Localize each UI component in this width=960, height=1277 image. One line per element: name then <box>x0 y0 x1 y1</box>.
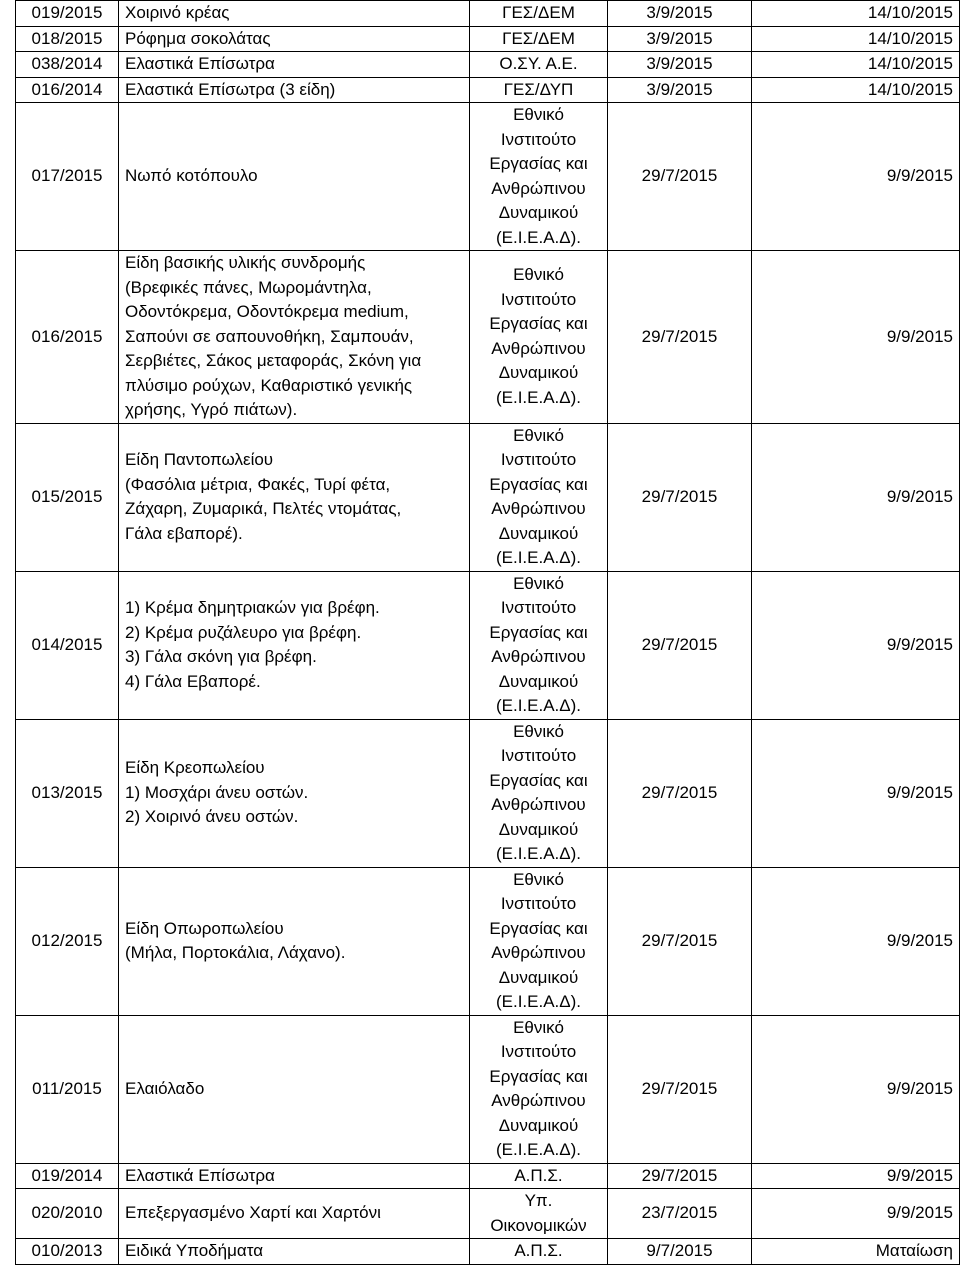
date-cell: 3/9/2015 <box>608 26 752 52</box>
authority-line: (Ε.Ι.Ε.Α.Δ). <box>495 992 582 1011</box>
description-line: Γάλα εβαπορέ). <box>125 523 243 543</box>
table-row <box>16 423 960 571</box>
tender-number-cell: 015/2015 <box>16 423 119 571</box>
authority-cell <box>470 103 608 251</box>
authority-line: Δυναμικού <box>498 967 579 987</box>
tenders-table-body <box>16 1 960 1265</box>
description-cell <box>119 867 470 1015</box>
tender-number-cell: 038/2014 <box>16 52 119 78</box>
description-line: χρήσης, Υγρό πιάτων). <box>125 400 298 419</box>
authority-line: Ινστιτούτο <box>500 598 577 617</box>
table-row <box>16 1015 960 1163</box>
description-line: (Φασόλια μέτρια, Φακές, Τυρί φέτα, <box>125 474 391 494</box>
description-line: Ζάχαρη, Ζυμαρικά, Πελτές ντομάτας, <box>125 499 402 518</box>
tender-number-cell: 012/2015 <box>16 867 119 1015</box>
authority-cell <box>470 1163 608 1189</box>
table-row <box>16 1189 960 1239</box>
table-row <box>16 26 960 52</box>
description-cell <box>119 103 470 251</box>
date-cell: 29/7/2015 <box>608 1163 752 1189</box>
description-line: Ρόφημα σοκολάτας <box>125 28 271 48</box>
description-line: Ελαιόλαδο <box>125 1078 205 1098</box>
tender-number-cell: 017/2015 <box>16 103 119 251</box>
authority-line: Εργασίας και <box>489 918 588 938</box>
authority-cell <box>470 719 608 867</box>
authority-line: Εργασίας και <box>489 314 588 334</box>
authority-line: Εργασίας και <box>489 622 588 642</box>
date-cell: 9/9/2015 <box>752 719 960 867</box>
tender-number-cell: 019/2015 <box>16 1 119 27</box>
authority-line: Εθνικό <box>513 105 564 124</box>
authority-line: Ανθρώπινου <box>491 178 586 198</box>
date-cell: 9/9/2015 <box>752 867 960 1015</box>
authority-line: Ινστιτούτο <box>500 129 577 149</box>
authority-line: Υπ. <box>524 1191 553 1210</box>
description-line: 1) Μοσχάρι άνευ οστών. <box>125 782 309 802</box>
date-cell: 29/7/2015 <box>608 867 752 1015</box>
authority-line: Εργασίας και <box>489 474 588 494</box>
authority-line: (Ε.Ι.Ε.Α.Δ). <box>495 227 582 247</box>
authority-line: Δυναμικού <box>498 203 579 222</box>
authority-line: Ο.ΣΥ. Α.Ε. <box>499 54 578 73</box>
description-line: Χοιρινό κρέας <box>125 3 230 22</box>
description-line: Οδοντόκρεμα, Οδοντόκρεμα medium, <box>125 302 409 321</box>
description-line: Ελαστικά Επίσωτρα (3 είδη) <box>125 79 336 99</box>
table-row <box>16 1239 960 1265</box>
date-cell: 29/7/2015 <box>608 251 752 424</box>
date-cell: 14/10/2015 <box>752 1 960 27</box>
authority-cell <box>470 867 608 1015</box>
tenders-table <box>15 0 960 1265</box>
authority-line: (Ε.Ι.Ε.Α.Δ). <box>495 1140 582 1159</box>
authority-line: Εργασίας και <box>489 154 588 173</box>
authority-line: Εθνικό <box>513 265 564 285</box>
date-cell: 29/7/2015 <box>608 1015 752 1163</box>
table-row <box>16 571 960 719</box>
authority-line: Δυναμικού <box>498 363 579 383</box>
authority-line: Δυναμικού <box>498 671 579 691</box>
description-line: Είδη βασικής υλικής συνδρομής <box>125 253 366 272</box>
authority-line: Δυναμικού <box>498 523 579 543</box>
tender-number-cell: 019/2014 <box>16 1163 119 1189</box>
description-line: Σαπούνι σε σαπουνοθήκη, Σαμπουάν, <box>125 326 414 346</box>
authority-line: Α.Π.Σ. <box>514 1241 563 1260</box>
table-row <box>16 77 960 103</box>
description-line: 1) Κρέμα δημητριακών για βρέφη. <box>125 598 380 617</box>
authority-line: Ανθρώπινου <box>491 795 586 814</box>
description-cell <box>119 52 470 78</box>
authority-cell <box>470 571 608 719</box>
date-cell: 29/7/2015 <box>608 423 752 571</box>
date-cell: Ματαίωση <box>752 1239 960 1265</box>
description-line: πλύσιμο ρούχων, Καθαριστικό γενικής <box>125 375 413 395</box>
date-cell: 29/7/2015 <box>608 719 752 867</box>
description-cell <box>119 1015 470 1163</box>
authority-line: Ανθρώπινου <box>491 647 586 666</box>
authority-line: ΓΕΣ/ΔΕΜ <box>502 28 575 48</box>
description-cell <box>119 1163 470 1189</box>
table-row <box>16 52 960 78</box>
authority-cell <box>470 1015 608 1163</box>
date-cell: 3/9/2015 <box>608 1 752 27</box>
date-cell: 14/10/2015 <box>752 77 960 103</box>
tender-number-cell: 013/2015 <box>16 719 119 867</box>
tender-number-cell: 018/2015 <box>16 26 119 52</box>
date-cell: 3/9/2015 <box>608 52 752 78</box>
authority-cell <box>470 251 608 424</box>
date-cell: 9/9/2015 <box>752 423 960 571</box>
date-cell: 9/9/2015 <box>752 1189 960 1239</box>
description-line: Ελαστικά Επίσωτρα <box>125 1165 275 1185</box>
table-row <box>16 719 960 867</box>
tender-number-cell: 010/2013 <box>16 1239 119 1265</box>
authority-line: ΓΕΣ/ΔΕΜ <box>502 3 575 22</box>
description-line: Είδη Οπωροπωλείου <box>125 918 284 938</box>
authority-line: Ινστιτούτο <box>500 746 577 765</box>
tender-number-cell: 014/2015 <box>16 571 119 719</box>
date-cell: 9/9/2015 <box>752 1015 960 1163</box>
date-cell: 9/7/2015 <box>608 1239 752 1265</box>
authority-line: (Ε.Ι.Ε.Α.Δ). <box>495 387 582 407</box>
authority-line: Ινστιτούτο <box>500 1042 577 1061</box>
authority-line: Ινστιτούτο <box>500 450 577 469</box>
authority-line: Εθνικό <box>513 1017 564 1037</box>
description-line: 3) Γάλα σκόνη για βρέφη. <box>125 647 317 666</box>
description-cell <box>119 26 470 52</box>
description-line: Νωπό κοτόπουλο <box>125 166 258 186</box>
description-line: Σερβιέτες, Σάκος μεταφοράς, Σκόνη για <box>125 351 422 370</box>
authority-line: (Ε.Ι.Ε.Α.Δ). <box>495 696 582 715</box>
description-line: 2) Χοιρινό άνευ οστών. <box>125 807 299 827</box>
description-line: Είδη Κρεοπωλείου <box>125 758 265 778</box>
authority-cell <box>470 52 608 78</box>
description-line: Ελαστικά Επίσωτρα <box>125 54 275 73</box>
authority-line: (Ε.Ι.Ε.Α.Δ). <box>495 548 582 567</box>
date-cell: 9/9/2015 <box>752 1163 960 1189</box>
description-cell <box>119 1189 470 1239</box>
authority-line: Ανθρώπινου <box>491 499 586 518</box>
description-line: Είδη Παντοπωλείου <box>125 450 274 469</box>
table-row <box>16 1 960 27</box>
description-cell <box>119 251 470 424</box>
tender-number-cell: 020/2010 <box>16 1189 119 1239</box>
table-row <box>16 251 960 424</box>
description-cell <box>119 77 470 103</box>
description-line: Επεξεργασμένο Χαρτί και Χαρτόνι <box>125 1203 381 1223</box>
authority-line: Εργασίας και <box>489 770 588 790</box>
authority-cell <box>470 77 608 103</box>
authority-line: Ινστιτούτο <box>500 894 577 913</box>
authority-cell <box>470 423 608 571</box>
authority-cell <box>470 1239 608 1265</box>
table-row <box>16 1163 960 1189</box>
date-cell: 29/7/2015 <box>608 103 752 251</box>
tender-number-cell: 011/2015 <box>16 1015 119 1163</box>
authority-line: Ανθρώπινου <box>491 943 586 962</box>
authority-line: Δυναμικού <box>498 1115 579 1135</box>
authority-line: ΓΕΣ/ΔΥΠ <box>503 79 574 99</box>
date-cell: 23/7/2015 <box>608 1189 752 1239</box>
authority-line: Εθνικό <box>513 869 564 889</box>
description-line: 2) Κρέμα ρυζάλευρο για βρέφη. <box>125 622 362 642</box>
description-cell <box>119 719 470 867</box>
description-cell <box>119 1239 470 1265</box>
date-cell: 3/9/2015 <box>608 77 752 103</box>
authority-line: Εργασίας και <box>489 1066 588 1086</box>
authority-cell <box>470 1 608 27</box>
authority-cell <box>470 26 608 52</box>
date-cell: 14/10/2015 <box>752 52 960 78</box>
authority-line: Εθνικό <box>513 573 564 593</box>
description-line: 4) Γάλα Εβαπορέ. <box>125 671 261 691</box>
authority-line: (Ε.Ι.Ε.Α.Δ). <box>495 844 582 863</box>
date-cell: 29/7/2015 <box>608 571 752 719</box>
table-row <box>16 103 960 251</box>
date-cell: 9/9/2015 <box>752 251 960 424</box>
authority-line: Α.Π.Σ. <box>514 1165 563 1185</box>
description-line: (Μήλα, Πορτοκάλια, Λάχανο). <box>125 943 346 962</box>
authority-cell <box>470 1189 608 1239</box>
description-cell <box>119 571 470 719</box>
authority-line: Δυναμικού <box>498 819 579 839</box>
tender-number-cell: 016/2015 <box>16 251 119 424</box>
description-cell <box>119 423 470 571</box>
authority-line: Οικονομικών <box>490 1215 587 1235</box>
tender-number-cell: 016/2014 <box>16 77 119 103</box>
date-cell: 9/9/2015 <box>752 571 960 719</box>
authority-line: Ανθρώπινου <box>491 338 586 358</box>
date-cell: 9/9/2015 <box>752 103 960 251</box>
description-line: (Βρεφικές πάνες, Μωρομάντηλα, <box>125 277 372 297</box>
authority-line: Ινστιτούτο <box>500 289 577 309</box>
authority-line: Εθνικό <box>513 425 564 445</box>
description-cell <box>119 1 470 27</box>
date-cell: 14/10/2015 <box>752 26 960 52</box>
description-line: Ειδικά Υποδήματα <box>125 1241 264 1260</box>
table-row <box>16 867 960 1015</box>
authority-line: Εθνικό <box>513 721 564 741</box>
authority-line: Ανθρώπινου <box>491 1091 586 1110</box>
